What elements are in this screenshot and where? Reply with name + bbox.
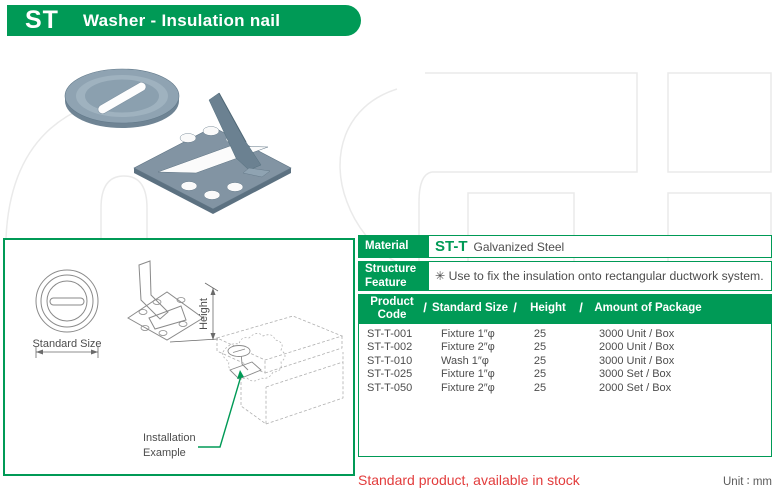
header-separator: / [579, 300, 583, 316]
diagram-panel [3, 238, 355, 476]
washer-top-view-drawing [36, 270, 98, 332]
title-banner [7, 5, 361, 36]
material-value-cell [428, 235, 772, 258]
material-label-cell: Material [358, 235, 428, 258]
structure-feature-row [358, 261, 772, 291]
structure-value-cell [428, 261, 772, 291]
col-header-height: Height [530, 302, 566, 315]
table-header [358, 294, 772, 323]
col-header-amount: Amount of Package [594, 302, 702, 315]
series-code: ST [25, 6, 59, 34]
table-row: ST-T-010 Wash 1″φ 25 3000 Unit / Box [367, 354, 675, 367]
unit-note: Unit ∶ mm [723, 476, 772, 488]
structure-label-cell: Structure Feature [358, 261, 428, 291]
table-row: ST-T-001 Fixture 1″φ 25 3000 Unit / Box [367, 328, 675, 340]
structure-value: ✳ Use to fix the insulation onto rectangular ductwork system. [435, 269, 764, 283]
insulation-patch-drawing [223, 333, 285, 381]
height-label: Height [198, 298, 210, 330]
spec-section [358, 235, 772, 488]
page-title: Washer - Insulation nail [82, 10, 281, 30]
standard-size-label: Standard Size [32, 338, 102, 350]
series-code-badge: ST-T [435, 238, 468, 255]
product-photo-washer-and-nail [40, 55, 325, 215]
installation-leader-line [198, 376, 241, 447]
header-separator: / [513, 300, 517, 316]
material-row [358, 235, 772, 258]
table-footer [358, 472, 772, 488]
installed-fastener-drawing [228, 346, 261, 380]
table-row: ST-T-002 Fixture 2″φ 25 2000 Unit / Box [367, 341, 675, 354]
col-header-product-code: Product Code [370, 295, 414, 321]
product-table-body [358, 323, 772, 457]
installation-example-label: Installation Example [143, 432, 196, 459]
nail-iso-drawing [128, 261, 203, 340]
table-row: ST-T-050 Fixture 2″φ 25 2000 Set / Box [367, 381, 672, 394]
col-header-standard-size: Standard Size [431, 302, 509, 315]
table-row: ST-T-025 Fixture 1″φ 25 3000 Set / Box [367, 368, 672, 381]
stock-availability-note: Standard product, available in stock [358, 472, 580, 488]
header-separator: / [423, 300, 427, 316]
washer-render [65, 69, 179, 128]
material-value: Galvanized Steel [473, 239, 565, 254]
